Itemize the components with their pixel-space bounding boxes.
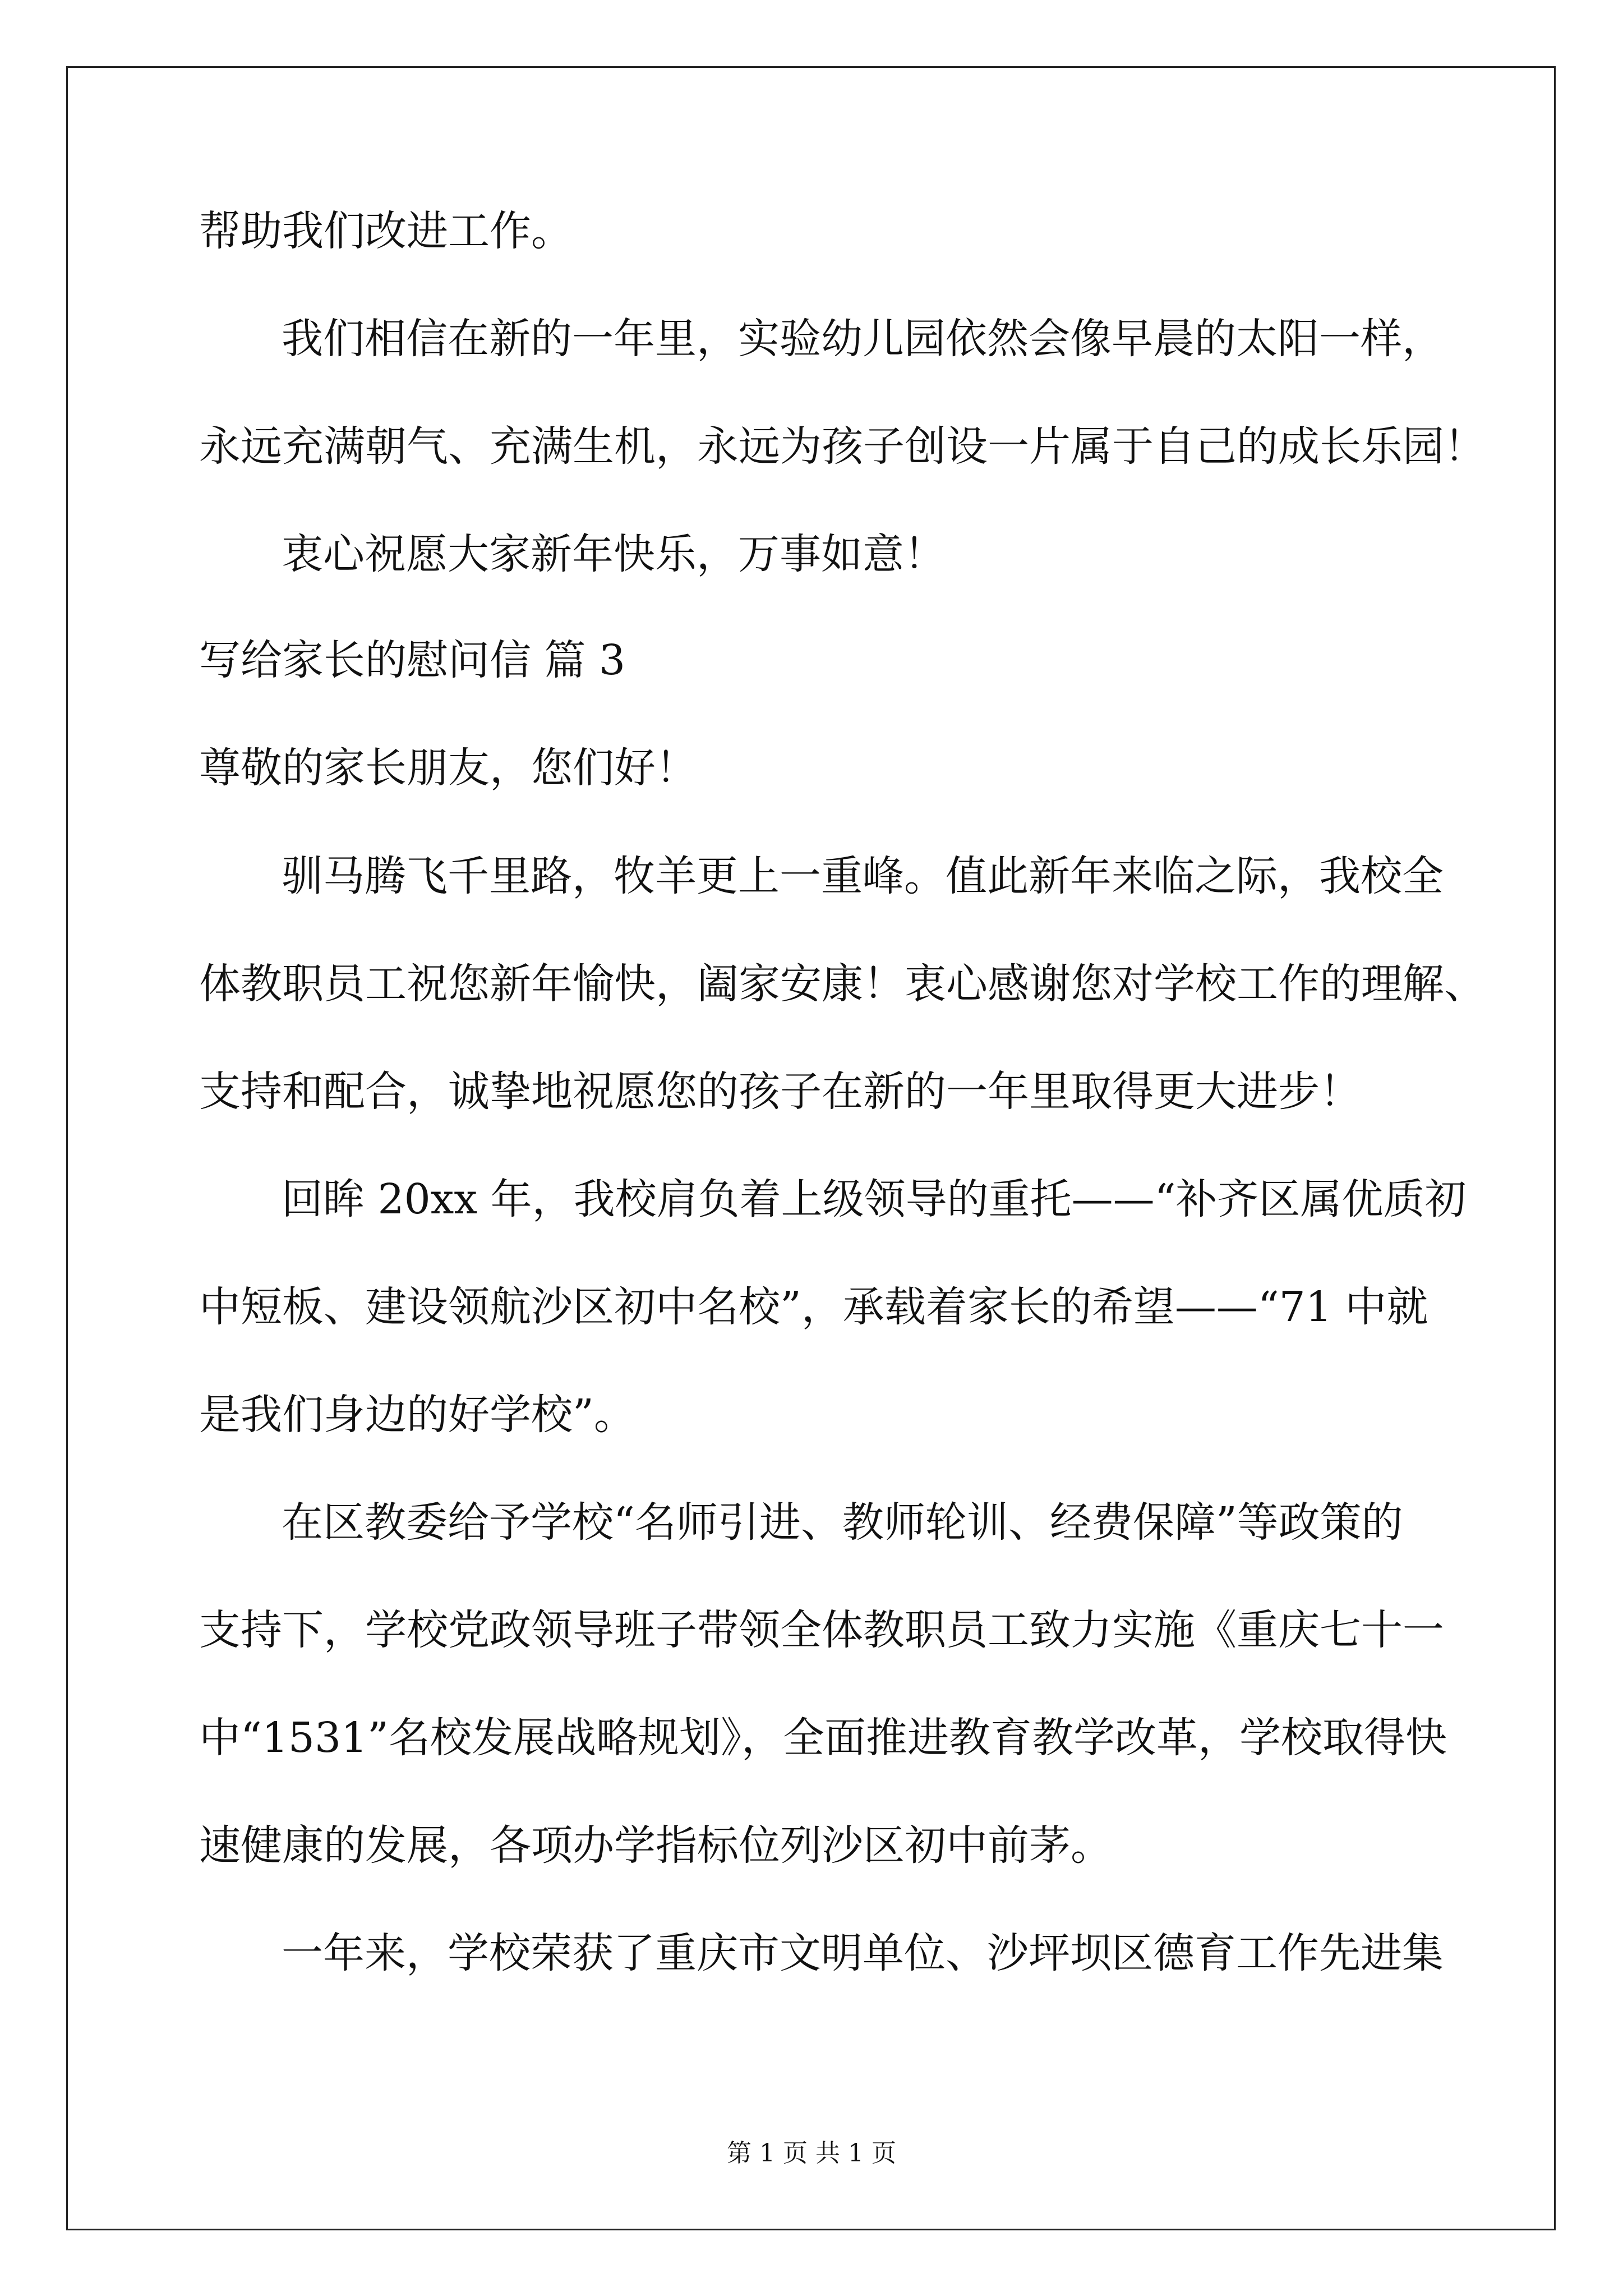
page-border — [66, 66, 1556, 2230]
text-line: 回眸 20xx 年，我校肩负着上级领导的重托——“补齐区属优质初 — [282, 1175, 1467, 1223]
text-line: 体教职员工祝您新年愉快，阖家安康！衷心感谢您对学校工作的理解、 — [199, 960, 1486, 1008]
section-heading: 写给家长的慰问信 篇 3 — [199, 636, 626, 684]
text-line: 速健康的发展，各项办学指标位列沙区初中前茅。 — [199, 1821, 1112, 1870]
text-line: 中短板、建设领航沙区初中名校”，承载着家长的希望——“71 中就 — [199, 1283, 1428, 1331]
text-line: 支持和配合，诚挚地祝愿您的孩子在新的一年里取得更大进步！ — [199, 1068, 1361, 1116]
text-line: 驯马腾飞千里路，牧羊更上一重峰。值此新年来临之际，我校全 — [282, 852, 1444, 900]
page-footer: 第 1 页 共 1 页 — [727, 2139, 896, 2168]
text-line: 在区教委给予学校“名师引进、教师轮训、经费保障”等政策的 — [282, 1498, 1403, 1547]
text-line: 永远充满朝气、充满生机，永远为孩子创设一片属于自己的成长乐园！ — [199, 422, 1486, 471]
text-line: 中“1531”名校发展战略规划》，全面推进教育教学改革，学校取得快 — [199, 1714, 1447, 1762]
salutation: 尊敬的家长朋友，您们好！ — [199, 744, 697, 792]
text-line: 帮助我们改进工作。 — [199, 207, 573, 255]
text-line: 是我们身边的好学校”。 — [199, 1391, 635, 1439]
text-line: 一年来，学校荣获了重庆市文明单位、沙坪坝区德育工作先进集 — [282, 1929, 1444, 1977]
text-line: 衷心祝愿大家新年快乐，万事如意！ — [282, 530, 946, 578]
text-line: 我们相信在新的一年里，实验幼儿园依然会像早晨的太阳一样， — [282, 315, 1444, 363]
text-line: 支持下，学校党政领导班子带领全体教职员工致力实施《重庆七十一 — [199, 1606, 1444, 1654]
